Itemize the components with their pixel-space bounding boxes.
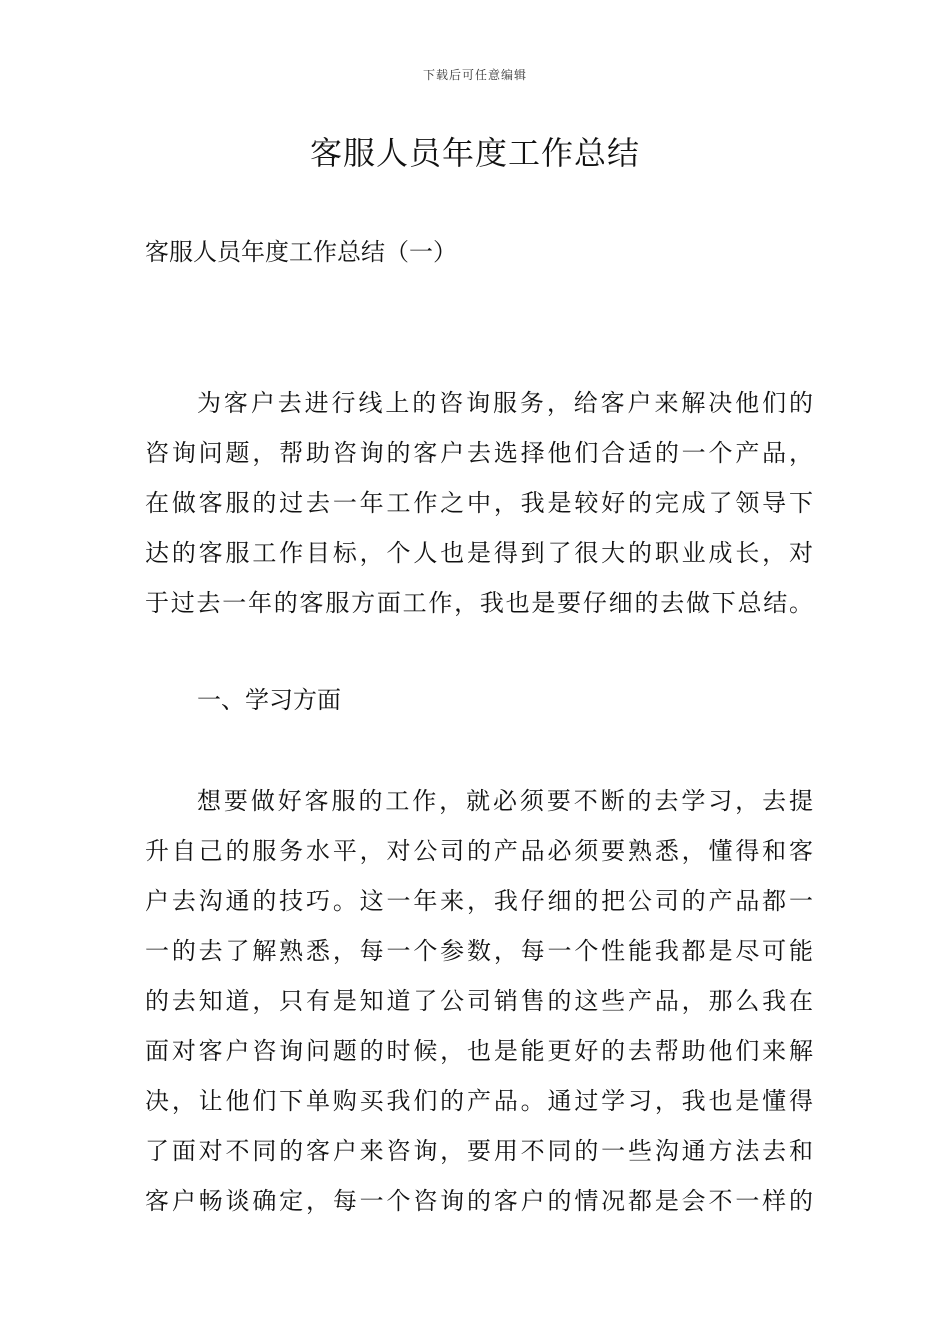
paragraph-2-line: 一的去了解熟悉，每一个参数，每一个性能我都是尽可能: [145, 937, 813, 965]
paragraph-1-line: 达的客服工作目标，个人也是得到了很大的职业成长，对: [145, 539, 813, 567]
paragraph-1-line: 于过去一年的客服方面工作，我也是要仔细的去做下总结。: [145, 589, 813, 617]
document-title: 客服人员年度工作总结: [309, 134, 640, 172]
paragraph-2-line: 的去知道，只有是知道了公司销售的这些产品，那么我在: [145, 987, 813, 1015]
paragraph-2-line: 决，让他们下单购买我们的产品。通过学习，我也是懂得: [145, 1087, 813, 1115]
paragraph-2-line: 面对客户咨询问题的时候，也是能更好的去帮助他们来解: [145, 1037, 813, 1065]
paragraph-1-line: 咨询问题，帮助咨询的客户去选择他们合适的一个产品，: [145, 439, 813, 467]
paragraph-1-line: 在做客服的过去一年工作之中，我是较好的完成了领导下: [145, 489, 813, 517]
paragraph-2-line: 想要做好客服的工作，就必须要不断的去学习，去提: [197, 787, 813, 815]
paragraph-2-line: 升自己的服务水平，对公司的产品必须要熟悉，懂得和客: [145, 837, 813, 865]
paragraph-1-line: 为客户去进行线上的咨询服务，给客户来解决他们的: [197, 389, 813, 417]
document-subtitle: 客服人员年度工作总结（一）: [145, 238, 457, 266]
paragraph-2-line: 了面对不同的客户来咨询，要用不同的一些沟通方法去和: [145, 1137, 813, 1165]
paragraph-2-line: 户去沟通的技巧。这一年来，我仔细的把公司的产品都一: [145, 887, 813, 915]
paragraph-2-line: 客户畅谈确定，每一个咨询的客户的情况都是会不一样的: [145, 1187, 813, 1215]
section-heading-learning: 一、学习方面: [197, 686, 341, 714]
download-note: 下载后可任意编辑: [422, 68, 527, 82]
